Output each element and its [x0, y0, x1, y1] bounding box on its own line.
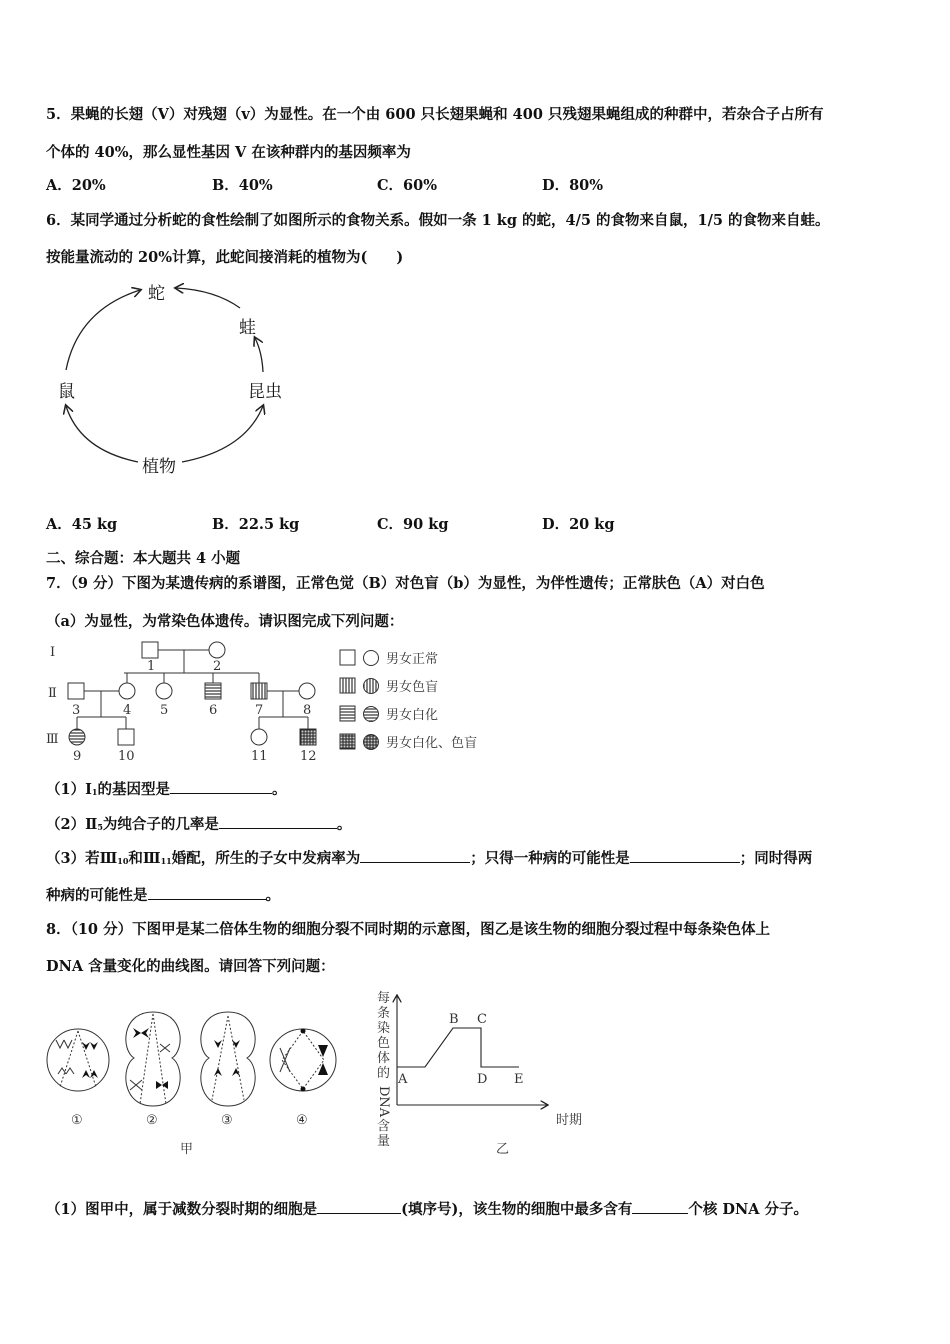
food-web-arrows [66, 288, 263, 462]
svg-text:9: 9 [73, 749, 82, 764]
answer-blank[interactable] [630, 848, 740, 863]
svg-text:B: B [449, 1012, 459, 1027]
answer-blank[interactable] [170, 779, 272, 794]
q8-line1: 8．（10 分）下图甲是某二倍体生物的细胞分裂不同时期的示意图，图乙是该生物的细胞分裂过程中每条染色体上 [46, 921, 771, 938]
answer-blank[interactable] [148, 885, 266, 900]
svg-text:男女色盲: 男女色盲 [386, 680, 439, 695]
q6-line2: 按能量流动的 20%计算，此蛇间接消耗的植物为( ) [46, 249, 404, 266]
svg-text:12: 12 [300, 749, 317, 764]
svg-text:1: 1 [147, 659, 156, 674]
q7-sub3: （3）若$Ⅲ_{10}$和$Ⅲ_{11}$婚配，所生的子女中发病率为 ；只得一种病的可能性是 ；同时得两 [46, 850, 813, 867]
svg-text:男女白化: 男女白化 [386, 708, 439, 723]
svg-text:②: ② [146, 1113, 158, 1128]
svg-text:6: 6 [209, 703, 218, 718]
svg-text:男女正常: 男女正常 [386, 652, 439, 667]
svg-text:Ⅰ: Ⅰ [50, 645, 56, 660]
pedigree-labels [46, 645, 477, 764]
section-heading: 二、综合题：本大题共 4 小题 [46, 550, 241, 567]
q7-line2: （a）为显性，为常染色体遗传。请识图完成下列问题： [46, 613, 404, 630]
svg-text:4: 4 [123, 703, 132, 718]
cell-diagrams [47, 1012, 336, 1106]
svg-text:D: D [477, 1072, 488, 1087]
q5-option-c: C．60% [377, 177, 437, 194]
svg-text:乙: 乙 [496, 1142, 510, 1157]
svg-text:①: ① [71, 1113, 83, 1128]
food-web-plant: 植物 [142, 457, 176, 477]
q5-option-a: A．20% [46, 177, 106, 194]
svg-text:C: C [477, 1012, 487, 1027]
q5-option-d: D．80% [542, 177, 604, 194]
answer-blank[interactable] [632, 1199, 688, 1214]
svg-text:7: 7 [255, 703, 264, 718]
q7-line1: 7．（9 分）下图为某遗传病的系谱图，正常色觉（B）对色盲（b）为显性，为伴性遗传；正常肤色（A）对白色 [46, 575, 765, 592]
dna-content-graph [397, 996, 547, 1105]
food-web-snake: 蛇 [148, 284, 165, 304]
svg-text:A: A [398, 1072, 408, 1087]
graph-labels [376, 991, 582, 1149]
svg-text:DNA: DNA [376, 1086, 391, 1118]
q7-sub2: $(2)Ⅱ_5$为纯合子的几率是 。 [46, 816, 352, 833]
svg-text:2: 2 [213, 659, 222, 674]
answer-blank[interactable] [317, 1199, 401, 1214]
svg-text:量: 量 [377, 1134, 391, 1149]
svg-text:染: 染 [377, 1021, 391, 1036]
food-web-frog: 蛙 [239, 318, 256, 338]
svg-text:④: ④ [296, 1113, 308, 1128]
q8-line2: DNA 含量变化的曲线图。请回答下列问题： [46, 958, 335, 975]
svg-text:E: E [514, 1072, 524, 1087]
svg-text:条: 条 [377, 1006, 391, 1021]
q7-sub1: $(1)Ⅰ_1$的基因型是 。 [46, 781, 287, 798]
cell-labels [71, 1113, 509, 1157]
svg-text:的: 的 [377, 1066, 391, 1081]
svg-text:Ⅲ: Ⅲ [46, 732, 59, 747]
food-web-insect: 昆虫 [248, 382, 282, 402]
q6-line1: 6．某同学通过分析蛇的食性绘制了如图所示的食物关系。假如一条 1 kg 的蛇，4/5 的食物来自鼠，1/5 的食物来自蛙。 [46, 212, 830, 229]
svg-text:5: 5 [160, 703, 169, 718]
svg-text:甲: 甲 [180, 1142, 194, 1157]
pedigree-chart [68, 642, 379, 750]
q5-line1: 5．果蝇的长翅（V）对残翅（v）为显性。在一个由 600 只长翅果蝇和 400 只残翅果蝇组成的种群中，若杂合子占所有 [46, 106, 824, 123]
answer-blank[interactable] [219, 814, 337, 829]
svg-text:Ⅱ: Ⅱ [48, 686, 57, 701]
q6-option-b: B．22.5 kg [212, 516, 300, 533]
svg-text:男女白化、色盲: 男女白化、色盲 [386, 736, 478, 751]
svg-text:③: ③ [221, 1113, 233, 1128]
q5-option-b: B．40% [212, 177, 273, 194]
svg-text:11: 11 [251, 749, 268, 764]
svg-text:时期: 时期 [556, 1113, 583, 1128]
svg-text:色: 色 [377, 1036, 391, 1051]
q8-sub1: （1）图甲中，属于减数分裂时期的细胞是 (填序号)，该生物的细胞中最多含有 个核 DNA 分子。 [46, 1201, 809, 1218]
svg-text:8: 8 [303, 703, 312, 718]
answer-blank[interactable] [360, 848, 470, 863]
svg-text:体: 体 [377, 1051, 391, 1066]
svg-text:每: 每 [377, 991, 391, 1006]
q6-option-c: C．90 kg [377, 516, 449, 533]
q6-option-d: D．20 kg [542, 516, 615, 533]
food-web-mouse: 鼠 [58, 382, 75, 402]
q6-option-a: A．45 kg [46, 516, 118, 533]
q7-sub3-cont: 种病的可能性是 。 [46, 887, 280, 904]
q5-line2: 个体的 40%，那么显性基因 V 在该种群内的基因频率为 [46, 144, 411, 161]
svg-text:10: 10 [118, 749, 135, 764]
svg-text:含: 含 [377, 1119, 391, 1134]
svg-text:3: 3 [72, 703, 81, 718]
